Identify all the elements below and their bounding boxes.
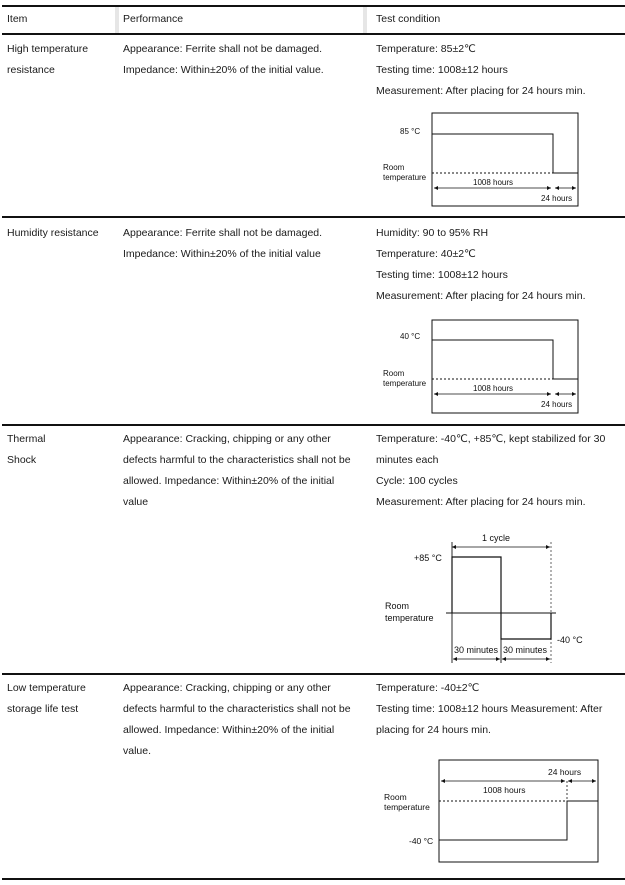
header-performance: Performance: [123, 13, 184, 25]
row-divider: [2, 424, 625, 426]
svg-text:temperature: temperature: [383, 379, 427, 388]
header-test-condition: Test condition: [376, 13, 441, 25]
item-cell: Humidity resistance: [7, 227, 99, 239]
performance-cell: Appearance: Ferrite shall not be damaged. Impedance: Within±20% of the initial value.: [123, 43, 324, 76]
header-bottom-rule: [2, 33, 625, 35]
svg-text:24 hours: 24 hours: [541, 194, 573, 203]
condition-cell: Temperature: 85±2℃ Testing time: 1008±12 hours Measurement: After placing for 24 hours min.: [376, 43, 586, 97]
svg-text:Room: Room: [383, 163, 405, 172]
thermal-shock-cycle-diagram: [370, 520, 600, 670]
table-top-rule: [2, 5, 625, 7]
humidity-temperature-profile-diagram: [370, 310, 590, 420]
svg-text:Room: Room: [385, 601, 410, 611]
svg-text:temperature: temperature: [385, 613, 434, 623]
svg-text:Room: Room: [383, 369, 405, 378]
table-bottom-rule: [2, 878, 625, 880]
performance-cell: Appearance: Ferrite shall not be damaged. Impedance: Within±20% of the initial value: [123, 227, 323, 260]
svg-text:24 hours: 24 hours: [541, 400, 573, 409]
svg-text:1 cycle: 1 cycle: [482, 533, 511, 543]
svg-text:40 °C: 40 °C: [400, 332, 421, 341]
svg-text:temperature: temperature: [383, 173, 427, 182]
row-divider: [2, 216, 625, 218]
svg-text:Room: Room: [384, 792, 407, 802]
low-temperature-profile-diagram: [370, 755, 600, 865]
svg-text:+85 °C: +85 °C: [414, 553, 442, 563]
performance-cell: Appearance: Cracking, chipping or any other defects harmful to the characteristics shall not be allowed. Impedance: Within±20% of the initial value: [123, 433, 351, 508]
item-cell: Thermal Shock: [7, 433, 46, 466]
svg-text:30 minutes: 30 minutes: [454, 645, 499, 655]
svg-text:temperature: temperature: [384, 802, 430, 812]
svg-text:1008 hours: 1008 hours: [483, 785, 526, 795]
condition-cell: Temperature: -40℃, +85℃, kept stabilized for 30 minutes each Cycle: 100 cycles Measurement: After placing for 24 hours min.: [376, 433, 606, 508]
item-cell: High temperature resistance: [7, 43, 89, 76]
condition-cell: Temperature: -40±2℃ Testing time: 1008±12 hours Measurement: After placing for 24 hours min.: [376, 682, 603, 736]
svg-text:1008 hours: 1008 hours: [473, 384, 514, 393]
high-temperature-profile-diagram: [370, 105, 590, 215]
svg-text:30 minutes: 30 minutes: [503, 645, 548, 655]
header-item: Item: [7, 13, 28, 25]
header-column-separator: [363, 7, 367, 33]
row-divider: [2, 673, 625, 675]
svg-text:-40 °C: -40 °C: [409, 836, 434, 846]
condition-cell: Humidity: 90 to 95% RH Temperature: 40±2℃ Testing time: 1008±12 hours Measurement: After placing for 24 hours min.: [376, 227, 586, 302]
item-cell: Low temperature storage life test: [7, 682, 86, 715]
svg-text:85 °C: 85 °C: [400, 127, 421, 136]
performance-cell: Appearance: Cracking, chipping or any other defects harmful to the characteristics shall not be allowed. Impedance: Within±20% of the initial value.: [123, 682, 351, 757]
svg-text:24 hours: 24 hours: [548, 767, 582, 777]
svg-text:-40 °C: -40 °C: [557, 635, 583, 645]
header-column-separator: [115, 7, 119, 33]
svg-text:1008 hours: 1008 hours: [473, 178, 514, 187]
